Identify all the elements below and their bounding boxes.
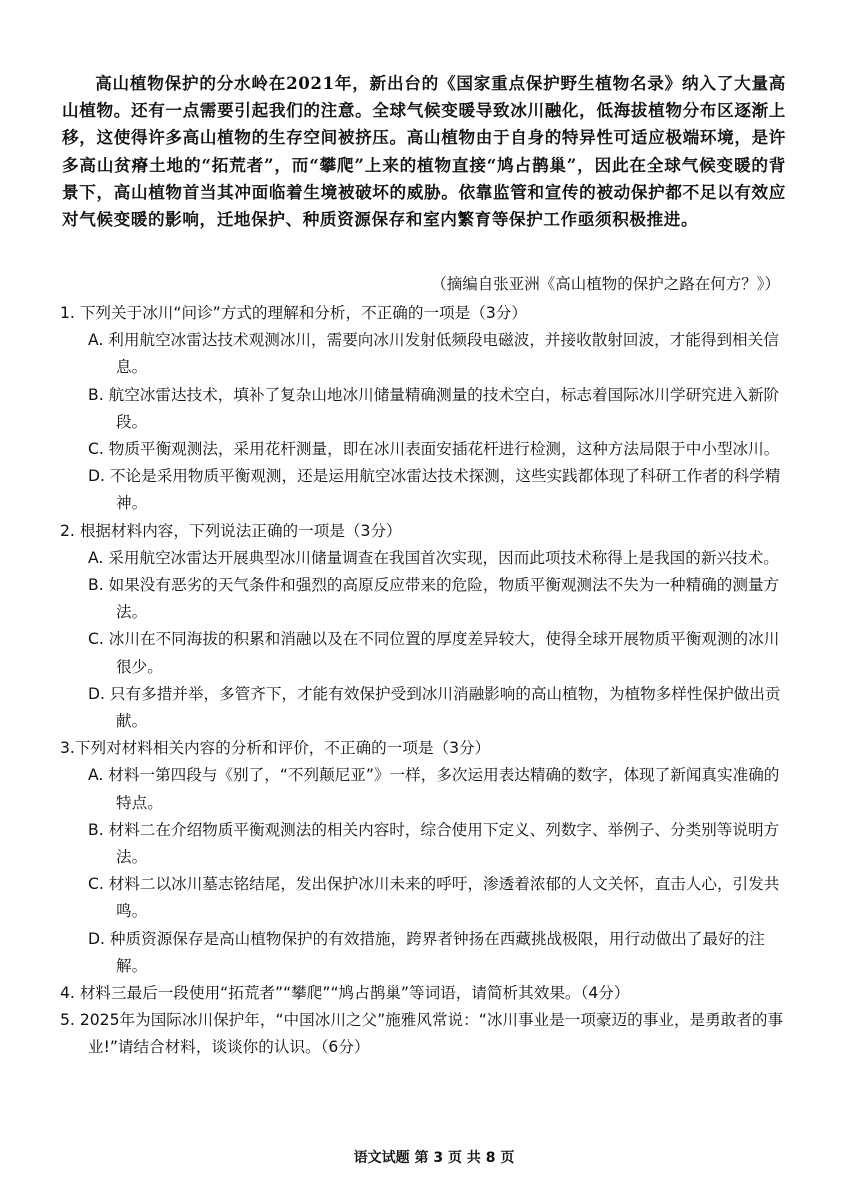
page-footer: 语文试题 第 3 页 共 8 页 <box>353 1150 515 1166</box>
option-b: B. 材料二在介绍物质平衡观测法的相关内容时，综合使用下定义、列数字、举例子、分类别等说明方法。 <box>88 820 780 867</box>
question-2 <box>60 518 788 736</box>
question-5 <box>60 1007 788 1061</box>
question-stem: 1. 下列关于冰川“问诊”方式的理解和分析，不正确的一项是（3分） <box>60 304 527 322</box>
option-a: A. 采用航空冰雷达开展典型冰川储量调查在我国首次实现，因而此项技术称得上是我国的新兴技术。 <box>88 548 779 567</box>
option-b: B. 航空冰雷达技术，填补了复杂山地冰川储量精确测量的技术空白，标志着国际冰川学研究进入新阶段。 <box>88 385 780 431</box>
option-c: C. 材料二以冰川墓志铭结尾，发出保护冰川未来的呼吁，渗透着浓郁的人文关怀，直击人心，引发共鸣。 <box>88 875 780 921</box>
passage-source: （摘编自张亚洲《高山植物的保护之路在何方？》） <box>431 275 780 293</box>
option-c: C. 物质平衡观测法，采用花杆测量，即在冰川表面安插花杆进行检测，这种方法局限于中小型冰川。 <box>88 440 780 459</box>
question-stem: 4. 材料三最后一段使用“拓荒者”“攀爬”“鸠占鹊巢”等词语，请简析其效果。（4分） <box>60 984 630 1003</box>
question-list <box>60 300 788 1062</box>
option-b: B. 如果没有恶劣的天气条件和强烈的高原反应带来的危险，物质平衡观测法不失为一种精确的测量方法。 <box>88 576 780 622</box>
question-stem: 2. 根据材料内容，下列说法正确的一项是（3分） <box>60 521 402 540</box>
option-a: A. 利用航空冰雷达技术观测冰川，需要向冰川发射低频段电磁波，并接收散射回波，才能得到相关信息。 <box>88 331 779 377</box>
option-a: A. 材料一第四段与《别了，“不列颠尼亚”》一样，多次运用表达精确的数字，体现了新闻真实准确的特点。 <box>88 766 780 812</box>
question-stem: 5. 2025年为国际冰川保护年，“中国冰川之父”施雅风常说：“冰川事业是一项豪迈的事业，是勇敢者的事业!”请结合材料，谈谈你的认识。（6分） <box>60 1011 784 1057</box>
reading-passage <box>62 70 786 233</box>
option-d: D. 不论是采用物质平衡观测，还是运用航空冰雷达技术探测，这些实践都体现了科研工作者的科学精神。 <box>88 467 781 513</box>
option-c: C. 冰川在不同海拔的积累和消融以及在不同位置的厚度差异较大，使得全球开展物质平衡观测的冰川很少。 <box>88 630 780 676</box>
question-1 <box>60 300 788 518</box>
option-d: D. 种质资源保存是高山植物保护的有效措施，跨界者钟扬在西藏挑战极限，用行动做出了最好的注解。 <box>88 929 765 975</box>
passage-paragraph: 高山植物保护的分水岭在2021年，新出台的《国家重点保护野生植物名录》纳入了大量高山植物。还有一点需要引起我们的注意。全球气候变暖导致冰川融化，低海拔植物分布区逐渐上移，这使得许多高山植物的生存空间被挤压。高山植物由于自身的特异性可适应极端环境，是许多高山贫瘠土地的“拓荒者”，而“攀爬”上来的植物直接“鸠占鹊巢”，因此在全球气候变暖的背景下，高山植物首当其冲面临着生境被破坏的威胁。依靠监管和宣传的被动保护都不足以有效应对气候变暖的影响，迁地保护、种质资源保存和室内繁育等保护工作亟须积极推进。 <box>62 73 786 230</box>
question-4 <box>60 980 788 1007</box>
question-stem: 3.下列对材料相关内容的分析和评价，不正确的一项是（3分） <box>60 739 491 758</box>
option-d: D. 只有多措并举，多管齐下，才能有效保护受到冰川消融影响的高山植物，为植物多样性保护做出贡献。 <box>88 684 781 731</box>
question-3 <box>60 735 788 980</box>
